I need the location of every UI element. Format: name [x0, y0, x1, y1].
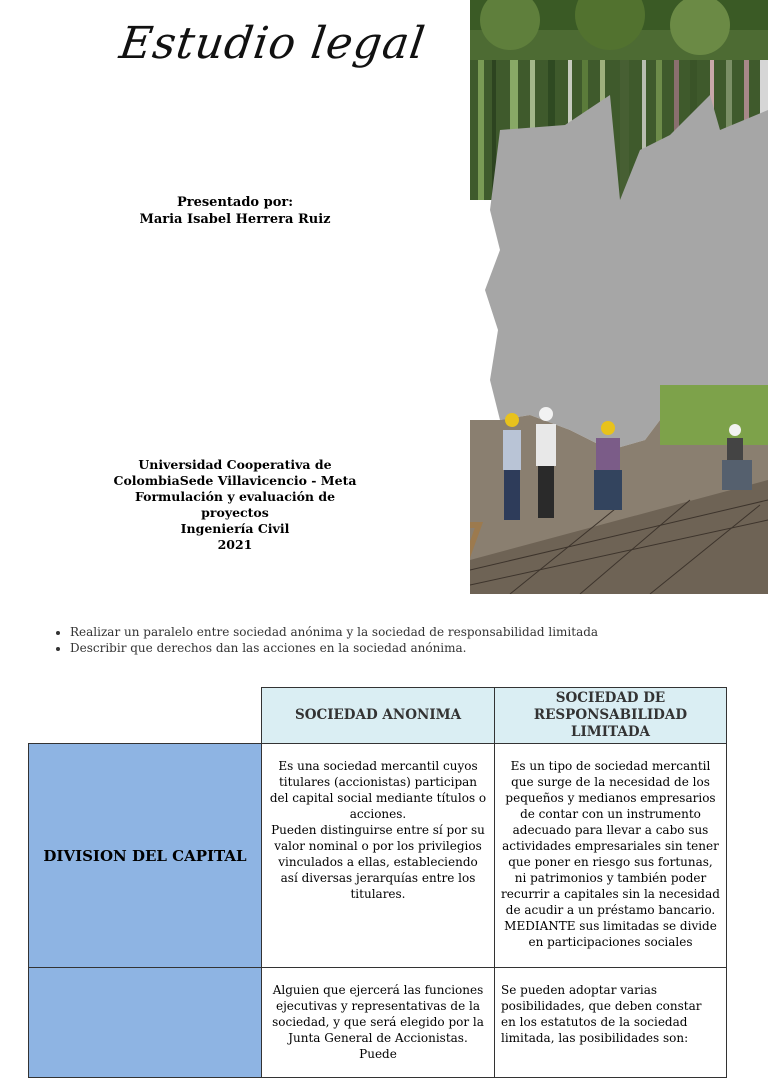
empty-corner-cell	[29, 688, 262, 744]
year-line: 2021	[217, 537, 253, 552]
list-item: • Describir que derechos dan las acciones en la sociedad anónima.	[70, 640, 598, 656]
course-line: Formulación y evaluación de proyectos	[134, 489, 336, 520]
list-item: • Realizar un paralelo entre sociedad anónima y la sociedad de responsabilidad limitada	[70, 624, 598, 640]
table-row	[29, 744, 727, 968]
program-line: Ingeniería Civil	[180, 521, 290, 536]
construction-photo-collage	[470, 0, 768, 594]
cell-anonima: Es una sociedad mercantil cuyos titulares (accionistas) participan del capital social mediante títulos o acciones. Pueden distinguirse entre sí por su valor nominal o por los privilegios vinculados a ellas, estableciendo así diversas jerarquías entre los titulares.	[262, 744, 495, 968]
cell-anonima: Alguien que ejercerá las funciones ejecutivas y representativas de la sociedad, y que será elegido por la Junta General de Accionistas. Puede	[262, 968, 495, 1078]
presented-by-label: Presentado por:	[176, 195, 294, 210]
table-row	[29, 968, 727, 1078]
university-line: Universidad Cooperativa de	[138, 457, 332, 472]
row-label	[29, 968, 262, 1078]
comparison-table	[28, 687, 727, 1078]
table-header-row	[29, 688, 727, 744]
row-label: DIVISION DEL CAPITAL	[29, 744, 262, 968]
university-line: ColombiaSede Villavicencio - Meta	[113, 473, 357, 488]
university-block	[100, 457, 370, 553]
header-sociedad-limitada: SOCIEDAD DE RESPONSABILIDAD LIMITADA	[495, 688, 727, 744]
collage-image	[470, 0, 768, 594]
author-name: Maria Isabel Herrera Ruiz	[139, 212, 331, 227]
header-sociedad-anonima: SOCIEDAD ANONIMA	[262, 688, 495, 744]
presenter-block	[100, 194, 370, 228]
cell-limitada: Se pueden adoptar varias posibilidades, que deben constar en los estatutos de la sociedad limitada, las posibilidades son:	[495, 968, 727, 1078]
document-title: Estudio legal	[116, 18, 429, 69]
objectives-list	[48, 624, 598, 656]
cell-limitada: Es un tipo de sociedad mercantil que surge de la necesidad de los pequeños y medianos empresarios de contar con un instrumento adecuado para llevar a cabo sus actividades empresariales sin tener que poner en riesgo sus fortunas, ni patrimonios y también poder recurrir a capitales sin la necesidad de acudir a un préstamo bancario. MEDIANTE sus limitadas se divide en participaciones sociales	[495, 744, 727, 968]
